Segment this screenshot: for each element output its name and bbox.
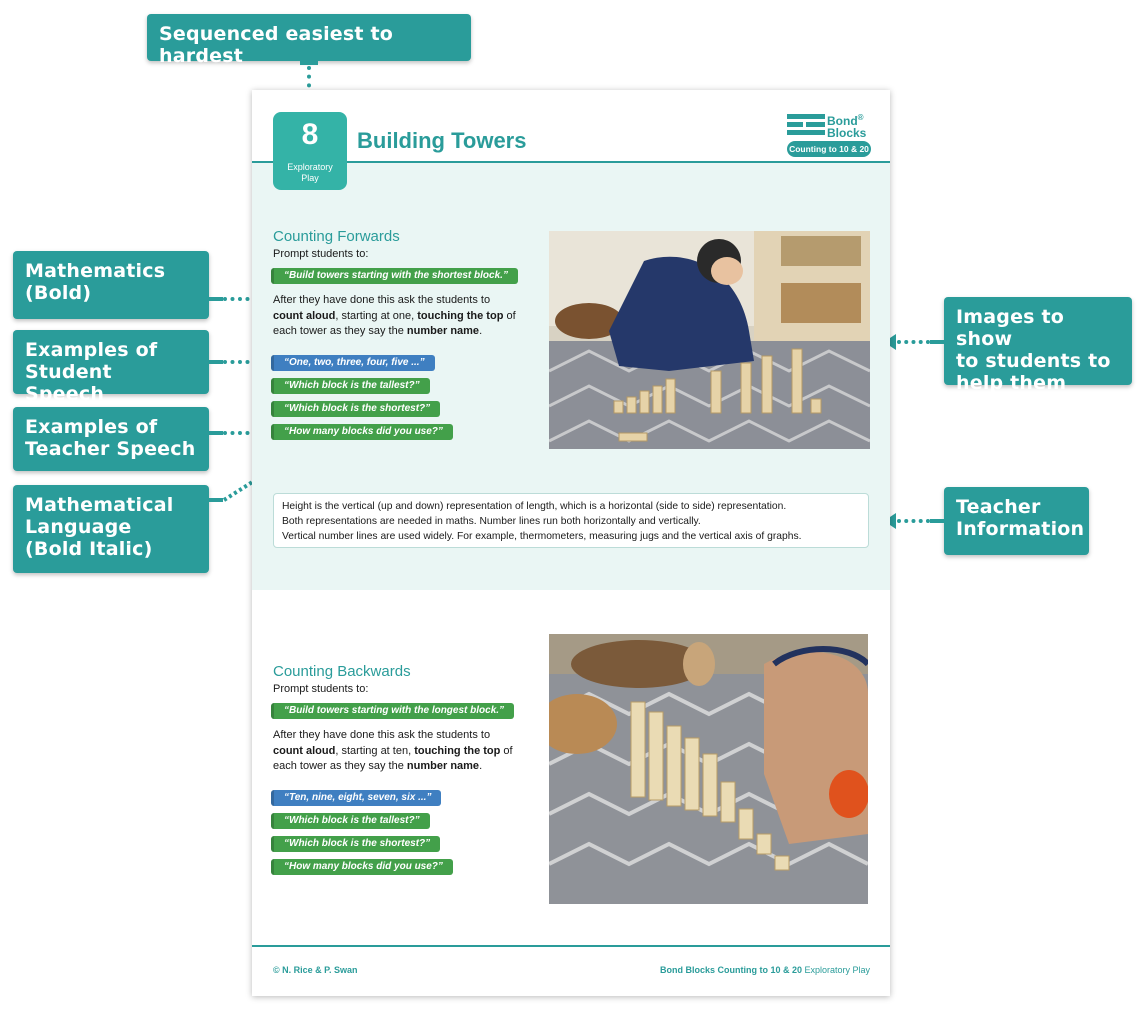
callout-line: help them build. xyxy=(956,372,1067,416)
callout-line: Mathematics xyxy=(25,260,166,282)
footer-section-name: Exploratory Play xyxy=(801,965,870,975)
lesson-type-line: Play xyxy=(301,173,319,183)
teacher-information-box xyxy=(273,493,869,548)
connector xyxy=(897,340,930,344)
callout-images xyxy=(944,297,1132,416)
connector xyxy=(209,431,223,435)
footer-divider xyxy=(252,945,890,947)
teacher-speech-pill: “How many blocks did you use?” xyxy=(271,424,453,440)
callout-line: (Bold) xyxy=(25,282,92,304)
info-line: Both representations are needed in maths. Number lines run both horizontally and vertically. xyxy=(282,516,701,527)
connector xyxy=(209,360,223,364)
teacher-speech-pill: “Which block is the shortest?” xyxy=(271,836,440,852)
section-title-forwards: Counting Forwards xyxy=(273,228,400,245)
callout-line: Teacher Speech xyxy=(25,438,196,460)
prompt-text: Prompt students to: xyxy=(273,248,369,260)
bricks-icon xyxy=(787,114,825,136)
callout-line: Information xyxy=(956,518,1085,540)
photo-child-counting-towers xyxy=(549,634,868,904)
info-line: Height is the vertical (up and down) representation of length, which is a horizontal (side to side) representation. xyxy=(282,501,787,512)
photo-child-building-towers xyxy=(549,231,870,449)
student-speech-pill: “One, two, three, four, five ...” xyxy=(271,355,435,371)
footer-copyright: © N. Rice & P. Swan xyxy=(273,965,358,975)
logo-wordmark xyxy=(827,112,866,139)
callout-line: Language xyxy=(25,516,132,538)
worksheet-page xyxy=(252,90,890,996)
page-title: Building Towers xyxy=(357,128,527,153)
teacher-speech-pill: “Which block is the tallest?” xyxy=(271,813,430,829)
connector xyxy=(300,61,318,65)
lesson-type-line: Exploratory xyxy=(287,162,333,172)
callout-line: Student Speech xyxy=(25,361,112,405)
connector xyxy=(930,519,944,523)
callout-line: Teacher xyxy=(956,496,1041,518)
section-title-backwards: Counting Backwards xyxy=(273,663,411,680)
callout-teacher-information xyxy=(944,487,1089,555)
instruction-paragraph: After they have done this ask the students to count aloud, starting at ten, touching the top of each tower as they say the number name. xyxy=(273,729,513,772)
callout-line: Examples of xyxy=(25,416,158,438)
callout-student-speech xyxy=(13,330,209,405)
callout-line: to students to xyxy=(956,350,1111,372)
logo-line: Blocks xyxy=(827,126,867,140)
callout-line: (Bold Italic) xyxy=(25,538,153,560)
connector xyxy=(209,297,223,301)
footer-title xyxy=(660,965,870,975)
header-divider xyxy=(252,161,890,163)
callout-line: Images to show xyxy=(956,306,1065,350)
logo-line: Bond xyxy=(827,114,858,128)
registered-mark: ® xyxy=(857,113,864,122)
prompt-text: Prompt students to: xyxy=(273,683,369,695)
connector xyxy=(897,519,930,523)
student-speech-pill: “Ten, nine, eight, seven, six ...” xyxy=(271,790,441,806)
teacher-speech-pill: “How many blocks did you use?” xyxy=(271,859,453,875)
callout-sequenced xyxy=(147,14,471,67)
logo-subtitle: Counting to 10 & 20 xyxy=(787,141,871,157)
teacher-speech-pill: “Which block is the tallest?” xyxy=(271,378,430,394)
callout-line: Mathematical xyxy=(25,494,174,516)
lesson-type xyxy=(273,162,347,184)
instruction-pill: “Build towers starting with the longest block.” xyxy=(271,703,514,719)
connector xyxy=(930,340,944,344)
lesson-badge xyxy=(273,112,347,190)
instruction-paragraph: After they have done this ask the students to count aloud, starting at one, touching the top of each tower as they say the number name. xyxy=(273,294,516,337)
callout-line: Examples of xyxy=(25,339,158,361)
callout-teacher-speech xyxy=(13,407,209,471)
footer-book-name: Bond Blocks Counting to 10 & 20 xyxy=(659,965,802,975)
lesson-number: 8 xyxy=(301,118,319,151)
connector xyxy=(209,498,223,502)
callout-mathematics-bold xyxy=(13,251,209,319)
callout-mathematical-language xyxy=(13,485,209,573)
teacher-speech-pill: “Which block is the shortest?” xyxy=(271,401,440,417)
instruction-pill: “Build towers starting with the shortest block.” xyxy=(271,268,518,284)
info-line: Vertical number lines are used widely. For example, thermometers, measuring jugs and the vertical axis of graphs. xyxy=(282,531,802,542)
callout-sequenced-text: Sequenced easiest to hardest xyxy=(159,23,394,67)
